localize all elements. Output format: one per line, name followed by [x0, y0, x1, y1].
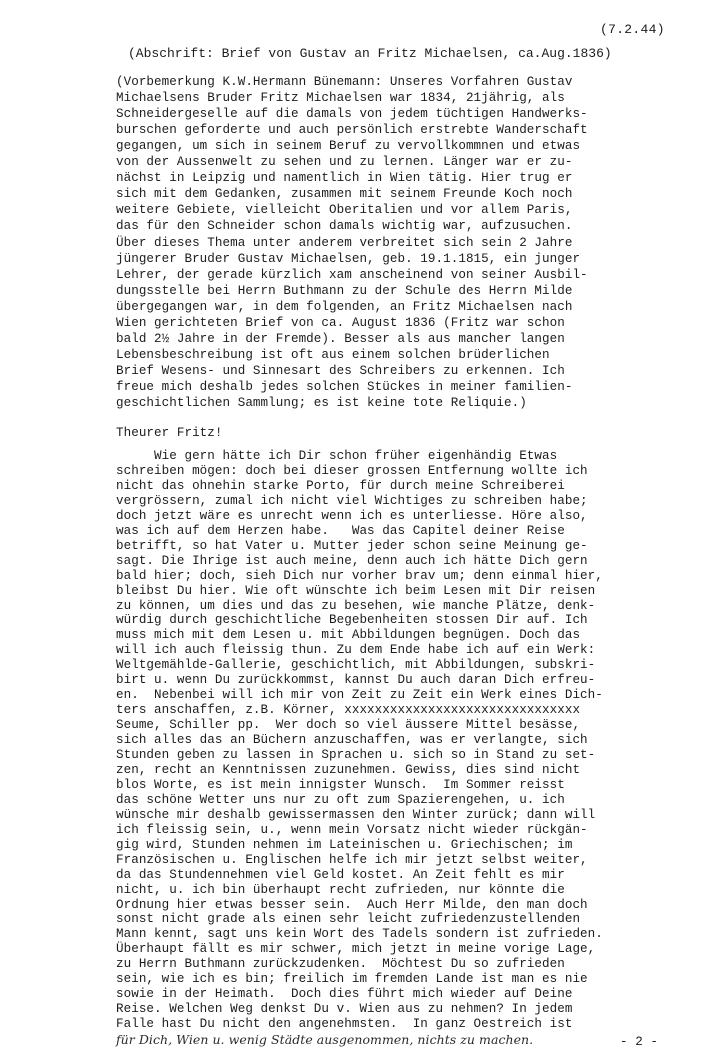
preface-line: Lehrer, der gerade kürzlich xam anscheinend von seiner Ausbil-: [116, 267, 588, 282]
letter-line: muss mich mit dem Lesen u. mit Abbildungen begnügen. Doch das: [116, 628, 581, 643]
letter-line: gig wird, Stunden nehmen im Lateinischen u. Griechischen; im: [116, 837, 573, 852]
letter-line: doch jetzt wäre es unrecht wenn ich es unterliesse. Höre also,: [116, 508, 588, 523]
preface-line: das für den Schneider schon damals wichtig war, aufzusuchen.: [116, 219, 573, 234]
letter-line: sagt. Die Ihrige ist auch meine, denn auch ich hätte Dich gern: [116, 553, 588, 568]
letter-line: nicht, u. ich bin überhaupt recht zufrieden, nur könnte die: [116, 882, 565, 897]
letter-line: zu können, um dies und das zu besehen, wie manche Plätze, denk-: [116, 598, 596, 613]
letter-line: Mann kennt, sagt uns kein Wort des Tadels sondern ist zufrieden.: [116, 927, 603, 942]
preface-line: übergegangen war, in dem folgenden, an Fritz Michaelsen nach: [116, 299, 573, 314]
letter-line: Stunden geben zu lassen in Sprachen u. sich so in Stand zu set-: [116, 748, 596, 762]
preface-line: geschichtlichen Sammlung; es ist keine tote Reliquie.): [116, 396, 527, 410]
letter-line: da das Stundennehmen viel Geld kostet. An Zeit fehlt es mir: [116, 867, 565, 882]
letter-line: ich fleissig sein, u., wenn mein Vorsatz nicht wieder rückgän-: [116, 822, 588, 837]
preface-line: dungsstelle bei Herrn Buthmann zu der Schule des Herrn Milde: [116, 283, 573, 298]
preface-line: Michaelsens Bruder Fritz Michaelsen war 1834, 21jährig, als: [116, 91, 565, 106]
preface-line: weitere Gebiete, vielleicht Oberitalien und vor allem Paris,: [116, 203, 573, 218]
letter-line: nicht das ohnehin starke Porto, für durch meine Schreiberei: [116, 478, 565, 493]
letter-line: will ich auch fleissig thun. Zu dem Ende habe ich auf ein Werk:: [116, 643, 596, 658]
letter-line: en. Nebenbei will ich mir von Zeit zu Zeit ein Werk eines Dich-: [116, 688, 603, 703]
salutation: Theurer Fritz!: [116, 426, 223, 440]
preface-line: von der Aussenwelt zu sehen und zu lernen. Länger war er zu-: [116, 155, 573, 170]
preface-line: freue mich deshalb jedes solchen Stückes in meiner familien-: [116, 379, 573, 394]
preface-line: Lebensbeschreibung ist oft aus einem solchen brüderlichen: [116, 347, 550, 362]
letter-line: betrifft, so hat Vater u. Mutter jeder schon seine Meinung ge-: [116, 538, 588, 553]
preface-line: Brief Wesens- und Sinnesart des Schreibers zu erkennen. Ich: [116, 363, 565, 378]
preface-line: bald 2½ Jahre in der Fremde). Besser als aus mancher langen: [116, 331, 565, 346]
letter-line: schreiben mögen: doch bei dieser grossen Entfernung wollte ich: [116, 463, 588, 478]
letter-line: Überhaupt fällt es mir schwer, mich jetzt in meine vorige Lage,: [116, 942, 596, 957]
letter-line: Weltgemählde-Gallerie, geschichtlich, mit Abbildungen, subskri-: [116, 658, 596, 673]
letter-line: was ich auf dem Herzen habe. Was das Capitel deiner Reise: [116, 523, 565, 538]
preface-line: Wien gerichteten Brief von ca. August 1836 (Fritz war schon: [116, 315, 565, 330]
preface-line: Über dieses Thema unter anderem verbreitet sich sein 2 Jahre: [116, 235, 573, 250]
letter-line: sowie in der Heimath. Doch dies führt mich wieder auf Deine: [116, 987, 573, 1002]
letter-line: sein, wie ich es bin; freilich im fremden Lande ist man es nie: [116, 972, 588, 987]
letter-line: Reise. Welchen Weg denkst Du v. Wien aus zu nehmen? In jedem: [116, 1002, 573, 1017]
letter-line: bleibst Du hier. Wie oft wünschte ich beim Lesen mit Dir reisen: [116, 583, 596, 598]
letter-line: Seume, Schiller pp. Wer doch so viel äussere Mittel besässe,: [116, 718, 581, 733]
document-date: (7.2.44): [600, 22, 665, 37]
letter-line: Falle hast Du nicht den angenehmsten. In ganz Oestreich ist: [116, 1017, 573, 1032]
letter-line: Französischen u. Englischen helfe ich mir jetzt selbst weiter,: [116, 852, 588, 867]
letter-line: das schöne Wetter uns nur zu oft zum Spazierengehen, u. ich: [116, 792, 565, 807]
document-header: (Abschrift: Brief von Gustav an Fritz Michaelsen, ca.Aug.1836): [128, 46, 612, 61]
letter-line: ters anschaffen, z.B. Körner, xxxxxxxxxxxxxxxxxxxxxxxxxxxxxxx: [116, 703, 581, 718]
preface-line: (Vorbemerkung K.W.Hermann Bünemann: Unseres Vorfahren Gustav: [116, 75, 573, 89]
preface-line: sich mit dem Gedanken, zusammen mit seinem Freunde Koch noch: [116, 187, 573, 202]
letter-line: bald hier; doch, sieh Dich nur vorher brav um; denn einmal hier,: [116, 568, 603, 583]
letter-line: sich alles das an Büchern anzuschaffen, was er verlangte, sich: [116, 733, 588, 748]
preface-line: gegangen, um sich in seinem Beruf zu vervollkommnen und etwas: [116, 139, 581, 154]
letter-line: vergrössern, zumal ich nicht viel Wichtiges zu schreiben habe;: [116, 493, 588, 508]
letter-line: würdig durch geschichtliche Begebenheiten stossen Dir auf. Ich: [116, 613, 588, 628]
letter-line: Wie gern hätte ich Dir schon früher eigenhändig Etwas: [116, 449, 558, 463]
preface-line: Schneidergeselle auf die damals von jedem tüchtigen Handwerks-: [116, 107, 588, 122]
preface-line: burschen geforderte und auch persönlich erstrebte Wanderschaft: [116, 123, 588, 138]
letter-line: Ordnung hier etwas besser sein. Auch Herr Milde, den man doch: [116, 897, 588, 912]
handwritten-line: für Dich, Wien u. wenig Städte ausgenommen, nichts zu machen.: [116, 1032, 534, 1048]
page-number: - 2 -: [620, 1035, 659, 1049]
letter-line: zen, recht an Kenntnissen zuzunehmen. Gewiss, dies sind nicht: [116, 762, 581, 777]
letter-line: wünsche mir deshalb gewissermassen den Winter zurück; dann will: [116, 807, 596, 822]
letter-line: zu Herrn Buthmann zurückzudenken. Möchtest Du so zufrieden: [116, 957, 565, 972]
letter-line: sonst nicht grade als einen sehr leicht zufriedenzustellenden: [116, 912, 581, 927]
preface-line: nächst in Leipzig und namentlich in Wien tätig. Hier trug er: [116, 171, 573, 186]
preface-line: jüngerer Bruder Gustav Michaelsen, geb. 19.1.1815, ein junger: [116, 251, 581, 266]
letter-line: blos Worte, es ist mein innigster Wunsch. Im Sommer reisst: [116, 777, 565, 792]
letter-line: birt u. wenn Du zurückkommst, kannst Du auch daran Dich erfreu-: [116, 673, 596, 688]
